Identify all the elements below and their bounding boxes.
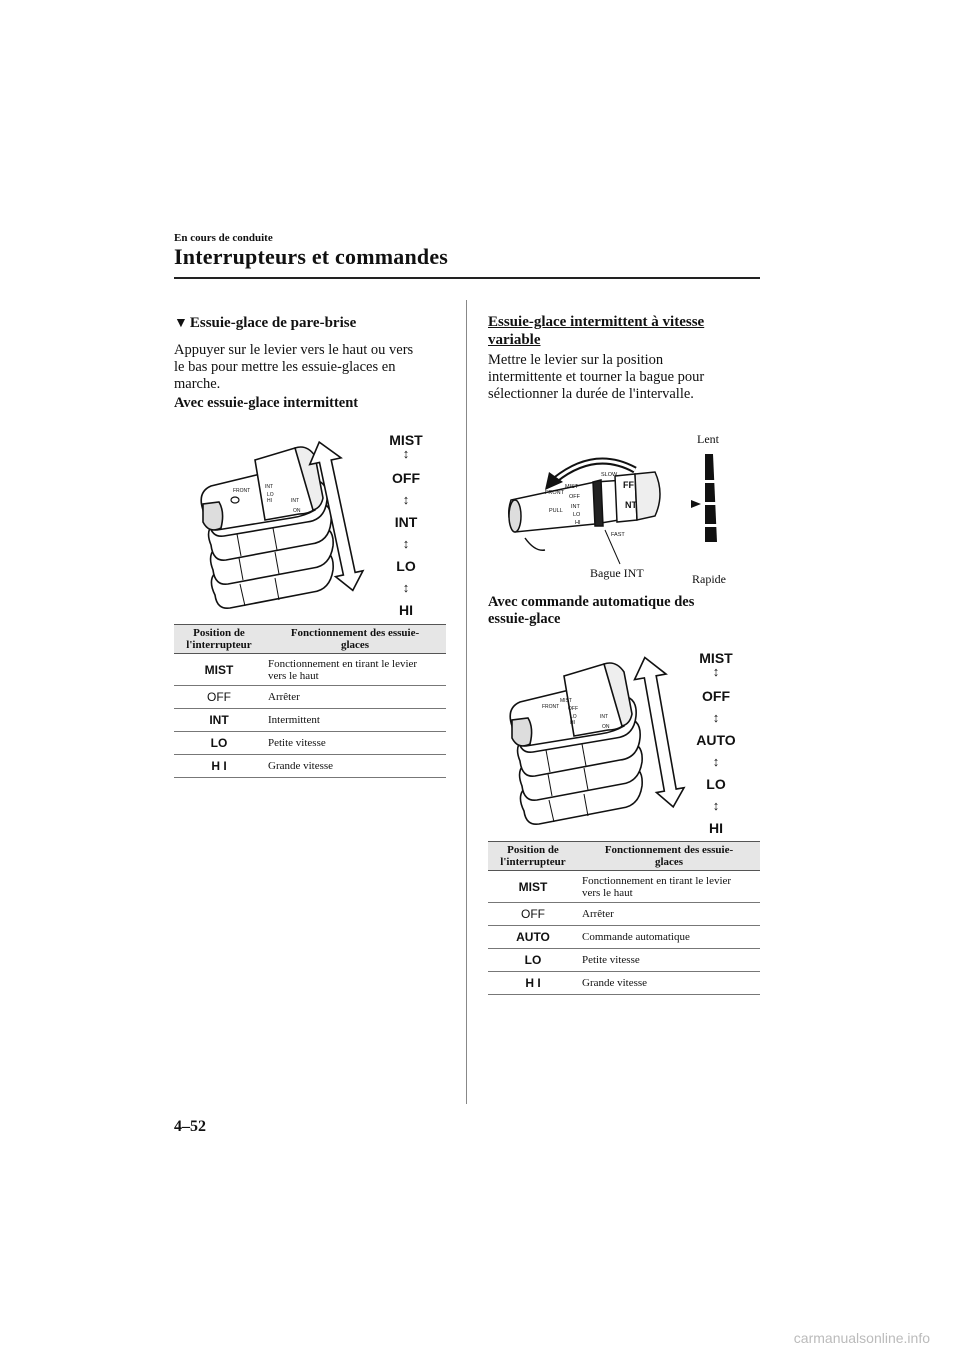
table-row: MIST Fonctionnement en tirant le levier vers le haut [174,654,446,686]
position-label-lo: LO [706,776,726,792]
svg-text:OFF: OFF [568,706,578,712]
position-label-int: INT [394,514,418,530]
table-row: AUTO Commande automatique [488,926,760,949]
svg-text:FF: FF [623,480,634,490]
position-label-mist: MIST [699,650,733,666]
svg-text:HI: HI [570,720,575,726]
ring-label-int: Bague INT [590,566,644,580]
svg-text:OFF: OFF [569,494,580,500]
column-divider [466,300,467,1104]
updown-arrow-icon: ↕ [402,446,410,461]
table-row: INT Intermittent [174,709,446,732]
page-title: Interrupteurs et commandes [174,244,449,269]
table-header-row [488,842,760,871]
col-header-function: Fonctionnement des essuie- glaces [264,625,446,654]
updown-arrow-icon: ↕ [402,580,410,595]
subheading-auto: Avec commande automatique des essuie-glace [488,594,695,627]
updown-arrow-icon: ↕ [402,492,410,507]
ring-label-slow: Lent [697,432,719,446]
updown-arrow-icon: ↕ [712,664,720,679]
triangle-down-icon: ▼ [174,316,188,331]
table-row: H I Grande vitesse [174,755,446,778]
position-label-hi: HI [709,820,723,836]
svg-text:INT: INT [265,484,274,490]
svg-text:MIST: MIST [565,484,579,490]
table-row: LO Petite vitesse [488,949,760,972]
wiper-lever-diagram-right [508,646,708,836]
svg-text:PULL: PULL [549,508,563,514]
watermark: carmanualsonline.info [793,1330,930,1346]
position-label-auto: AUTO [696,732,736,748]
svg-text:ON: ON [602,724,610,730]
ring-label-fast: Rapide [692,572,726,586]
heading-windshield-wiper: ▼ Essuie-glace de pare-brise [174,315,357,331]
right-position-stack [686,650,746,836]
position-label-off: OFF [392,470,420,486]
wiper-lever-illustration [508,646,708,836]
svg-text:INT: INT [600,714,609,720]
left-switch-table [174,624,446,778]
svg-text:INT: INT [571,504,580,510]
section-label: En cours de conduite [174,232,273,244]
col-header-position: Position de l'interrupteur [488,842,578,871]
svg-text:NT: NT [625,500,637,510]
position-label-lo: LO [396,558,416,574]
position-label-off: OFF [702,688,730,704]
page-number: 4–52 [174,1118,206,1135]
svg-text:FRONT: FRONT [545,490,564,496]
right-switch-table [488,841,760,995]
svg-text:LO: LO [267,492,274,498]
col-header-position: Position de l'interrupteur [174,625,264,654]
left-intro: Appuyer sur le levier vers le haut ou vers le bas pour mettre les essuie-glaces en marche. [174,342,414,392]
updown-arrow-icon: ↕ [402,536,410,551]
svg-text:MIST: MIST [560,698,572,704]
title-rule [174,277,760,279]
svg-text:FRONT: FRONT [542,704,560,710]
updown-arrow-icon: ↕ [712,710,720,725]
position-label-mist: MIST [389,432,423,448]
right-intro: Mettre le levier sur la position intermittente et tourner la bague pour sélectionner la durée de l'intervalle. [488,352,705,402]
svg-text:FAST: FAST [611,532,625,538]
updown-arrow-icon: ↕ [712,754,720,769]
table-row: OFF Arrêter [488,903,760,926]
svg-text:LO: LO [573,512,581,518]
left-position-stack [376,432,436,618]
subheading-intermittent: Avec essuie-glace intermittent [174,395,359,411]
table-row: OFF Arrêter [174,686,446,709]
svg-text:LO: LO [570,714,577,720]
table-row: H I Grande vitesse [488,972,760,995]
svg-text:FRONT: FRONT [233,488,251,494]
heading-variable-intermittent: Essuie-glace intermittent à vitesse variable [488,314,705,348]
col-header-function: Fonctionnement des essuie- glaces [578,842,760,871]
table-row: LO Petite vitesse [174,732,446,755]
svg-text:INT: INT [291,498,300,504]
table-row: MIST Fonctionnement en tirant le levier vers le haut [488,871,760,903]
position-label-hi: HI [399,602,413,618]
table-header-row [174,625,446,654]
svg-text:HI: HI [575,520,581,526]
svg-text:HI: HI [267,498,272,504]
svg-text:SLOW: SLOW [601,472,618,478]
updown-arrow-icon: ↕ [712,798,720,813]
svg-text:ON: ON [293,508,301,514]
